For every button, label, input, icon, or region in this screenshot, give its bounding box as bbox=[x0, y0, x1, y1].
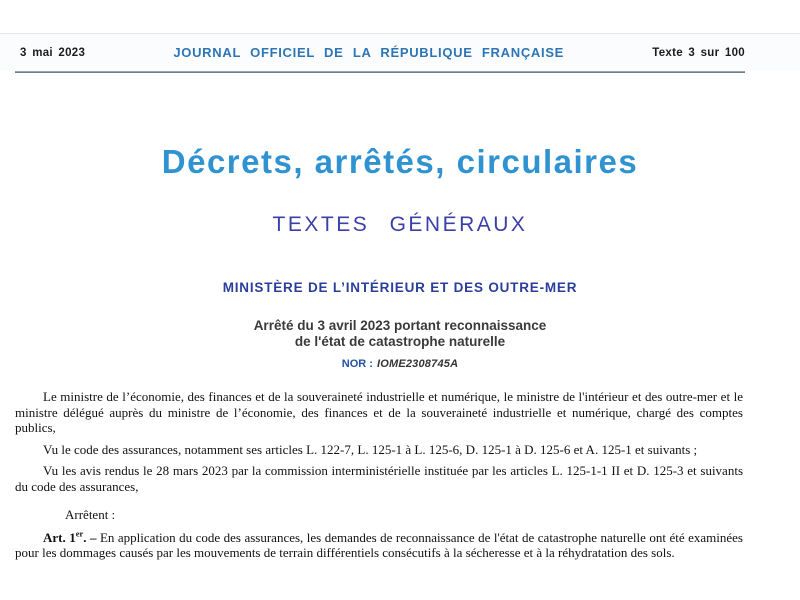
issue-date: 3 mai 2023 bbox=[20, 46, 86, 59]
section-subtitle: TEXTES GÉNÉRAUX bbox=[272, 213, 528, 236]
visa-code-assurances: Vu le code des assurances, notamment ses articles L. 122-7, L. 125-1 à L. 125-6, D. 125-1 à D. 125-6 et A. 125-1 et suivants ; bbox=[43, 441, 698, 457]
article-1-label: Art. 1er. – bbox=[43, 528, 100, 545]
ministry-heading: MINISTÈRE DE L’INTÉRIEUR ET DES OUTRE-MER bbox=[222, 280, 578, 295]
text-number: Texte 3 sur 100 bbox=[652, 46, 745, 59]
article-1 bbox=[15, 530, 743, 561]
enacting-formula: Arrêtent : bbox=[65, 507, 116, 522]
article-1-superscript: er bbox=[75, 528, 84, 539]
act-title-line1: Arrêté du 3 avril 2023 portant reconnaissance bbox=[253, 318, 547, 333]
section-title: Décrets, arrêtés, circulaires bbox=[161, 143, 639, 180]
act-title bbox=[0, 318, 800, 350]
journal-title: JOURNAL OFFICIEL DE LA RÉPUBLIQUE FRANÇAISE bbox=[173, 45, 565, 60]
act-body bbox=[15, 389, 743, 567]
visa-avis-commission: Vu les avis rendus le 28 mars 2023 par la commission interministérielle instituée par les articles L. 125-1-1 II et D. 125-3 et suivants du code des assurances, bbox=[15, 463, 743, 494]
nor-value: IOME2308745A bbox=[376, 358, 459, 370]
nor-line bbox=[0, 358, 800, 370]
act-title-line2: de l'état de catastrophe naturelle bbox=[294, 334, 506, 349]
nor-label: NOR : bbox=[341, 358, 373, 370]
header-divider bbox=[15, 71, 745, 73]
preamble-ministers: Le ministre de l’économie, des finances et de la souveraineté industrielle et numérique, le ministre de l'intérieur et des outre-mer et le ministre délégué auprès du ministre de l’économie, des finances et de la souveraineté industrielle et numérique, chargé des comptes publics, bbox=[15, 389, 743, 435]
page-header bbox=[20, 34, 745, 71]
article-1-text: En application du code des assurances, les demandes de reconnaissance de l'état de catastrophe naturelle ont été examinées pour les dommages causés par les mouvements de terrain différentiels consécutifs à la sécheresse et à la réhydratation des sols. bbox=[15, 529, 743, 560]
